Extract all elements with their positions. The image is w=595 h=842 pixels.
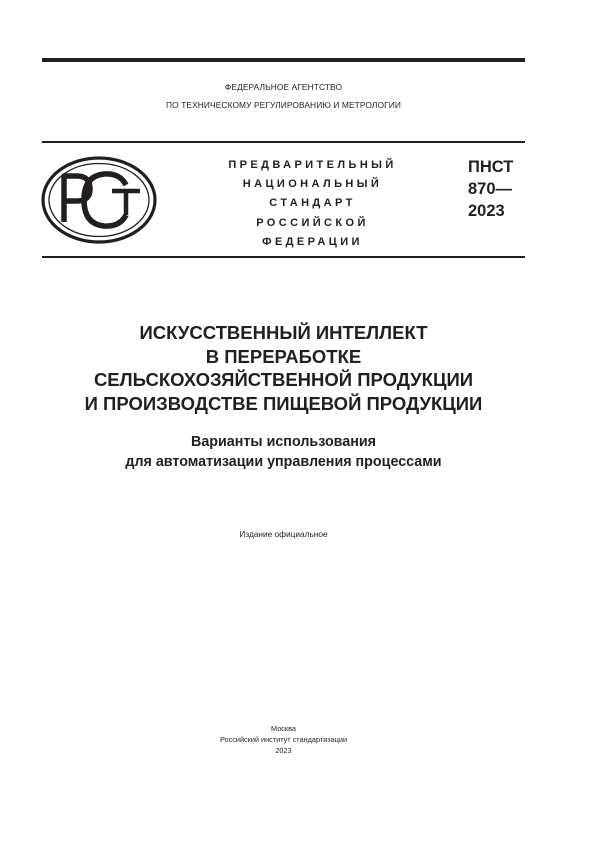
standard-number: 870— (468, 180, 513, 198)
subtitle-line: для автоматизации управления процессами (125, 454, 442, 470)
standard-type-line: ФЕДЕРАЦИИ (262, 235, 363, 248)
title-line: ИСКУССТВЕННЫЙ ИНТЕЛЛЕКТ (139, 322, 428, 343)
header-rule (42, 141, 525, 143)
subtitle-line: Варианты использования (191, 434, 376, 450)
top-rule (42, 58, 525, 62)
standard-prefix: ПНСТ (468, 158, 514, 176)
title-line: И ПРОИЗВОДСТВЕ ПИЩЕВОЙ ПРОДУКЦИИ (84, 392, 483, 414)
standard-type-block (205, 156, 420, 252)
standard-number-block (468, 156, 513, 222)
title-line: В ПЕРЕРАБОТКЕ (205, 345, 362, 367)
standard-type-line: СТАНДАРТ (269, 197, 356, 210)
imprint-year: 2023 (275, 746, 292, 755)
standard-type-line: РОССИЙСКОЙ (256, 216, 369, 229)
document-subtitle (42, 432, 525, 472)
standard-year: 2023 (468, 202, 505, 220)
standard-type-line: ПРЕДВАРИТЕЛЬНЫЙ (228, 159, 397, 171)
agency-name-line-1: ФЕДЕРАЛЬНОЕ АГЕНТСТВО (224, 82, 343, 92)
imprint (42, 723, 525, 756)
edition-note: Издание официальное (239, 529, 328, 539)
gost-r-emblem-icon (40, 155, 158, 245)
header-bottom-rule (42, 256, 525, 258)
document-title (42, 321, 525, 415)
title-line: СЕЛЬСКОХОЗЯЙСТВЕННОЙ ПРОДУКЦИИ (93, 369, 474, 391)
standard-type-line: НАЦИОНАЛЬНЫЙ (242, 178, 383, 191)
agency-name-line-2: ПО ТЕХНИЧЕСКОМУ РЕГУЛИРОВАНИЮ И МЕТРОЛОГИИ (166, 100, 401, 110)
imprint-publisher: Российский институт стандартизации (219, 735, 348, 744)
imprint-city: Москва (271, 724, 296, 733)
